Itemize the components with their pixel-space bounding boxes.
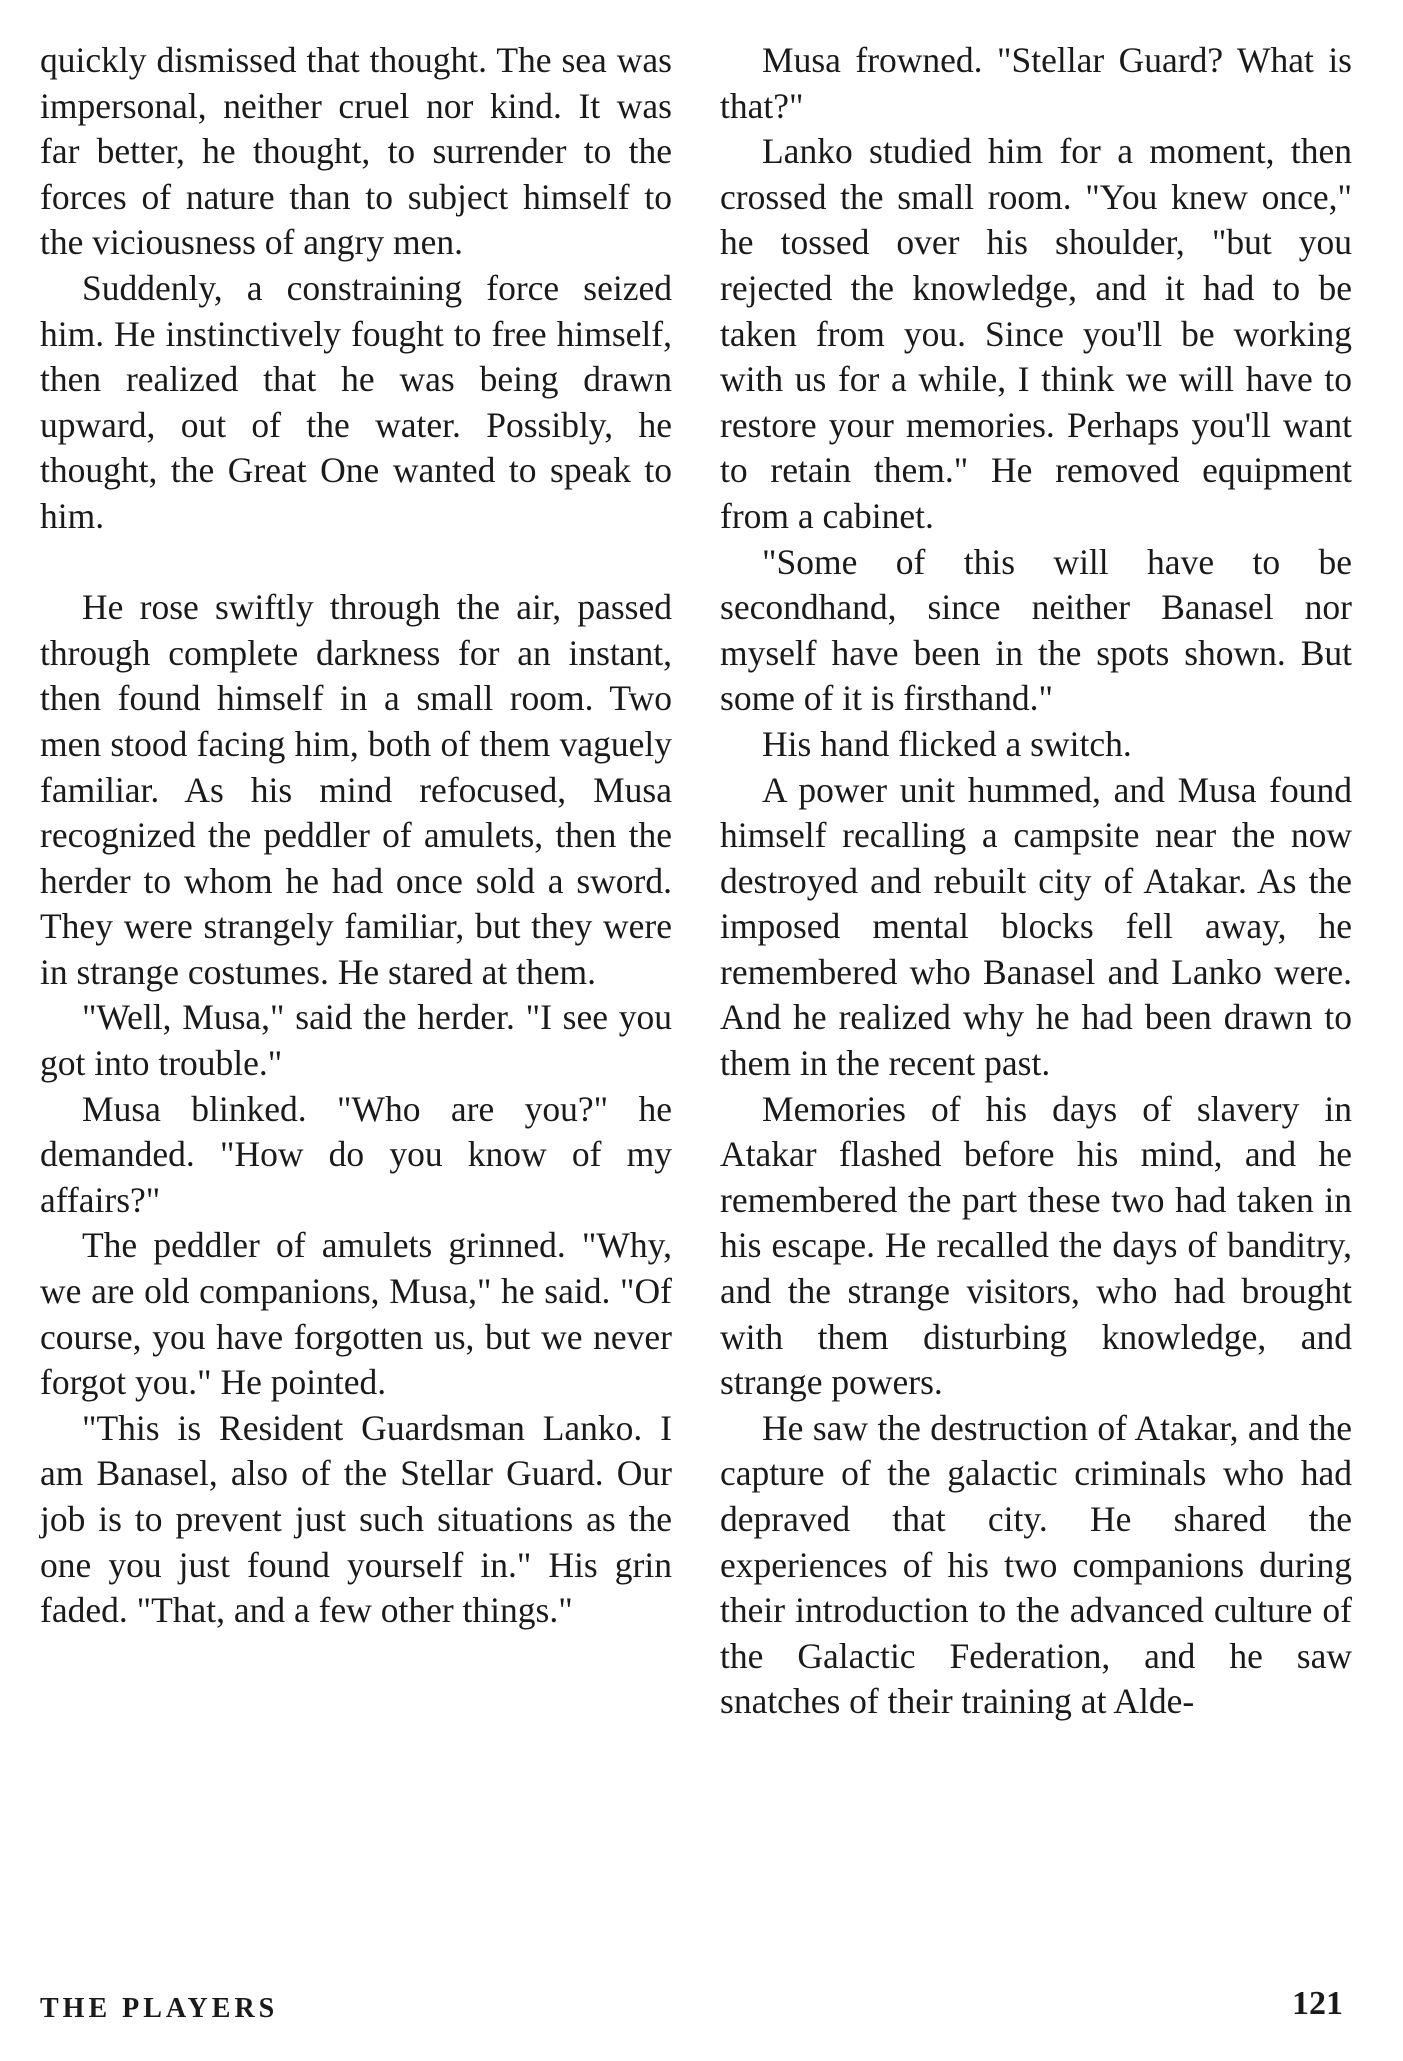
paragraph: His hand flicked a switch. [762,723,1132,764]
page-number: 121 [1292,1985,1343,2022]
paragraph: "This is Resident Guardsman Lanko. I am Banasel, also of the Stellar Guard. Our job is to prevent just such situations as the one you just found yourself in." His grin faded. "That, and a few other things." [40,1407,672,1631]
paragraph: Suddenly, a constraining force seized him. He instinctively fought to free himself, then realized that he was being drawn upward, out of the water. Possibly, he thought, the Great One wanted to speak to him. [40,267,672,536]
running-title: THE PLAYERS [40,1993,279,2024]
paragraph: He rose swiftly through the air, passed through complete darkness for an instant, then found himself in a small room. Two men stood facing him, both of them vaguely familiar. As his mind refocused, Musa recognized the peddler of amulets, then the herder to whom he had once sold a sword. They were strangely familiar, but they were in strange costumes. He stared at them. [40,587,672,992]
paragraph: A power unit hummed, and Musa found himself recalling a campsite near the now destroyed and rebuilt city of Atakar. As the imposed mental blocks fell away, he remembered who Banasel and Lanko were. And he realized why he had been drawn to them in the recent past. [720,769,1352,1084]
paragraph: Musa blinked. "Who are you?" he demanded. "How do you know of my affairs?" [40,1088,672,1220]
paragraph: Musa frowned. "Stellar Guard? What is that?" [720,40,1352,126]
paragraph: He saw the destruction of Atakar, and the capture of the galactic criminals who had depraved that city. He shared the experiences of his two companions during their introduction to the advanced culture of the Galactic Federation, and he saw snatches of their training at Alde- [720,1407,1352,1722]
paragraph: Memories of his days of slavery in Atakar flashed before his mind, and he remembered the part these two had taken in his escape. He recalled the days of banditry, and the strange visitors, who had brought with them disturbing knowledge, and strange powers. [720,1088,1352,1403]
paragraph: "Some of this will have to be secondhand, since neither Banasel nor myself have been in the spots shown. But some of it is firsthand." [720,541,1352,719]
paragraph: quickly dismissed that thought. The sea was impersonal, neither cruel nor kind. It was far better, he thought, to surrender to the forces of nature than to subject himself to the viciousness of angry men. [40,40,672,263]
right-column [720,38,1352,1725]
paragraph: "Well, Musa," said the herder. "I see you got into trouble." [40,997,672,1084]
paragraph: The peddler of amulets grinned. "Why, we are old companions, Musa," he said. "Of course, you have forgotten us, but we never forgot you." He pointed. [40,1225,672,1403]
paragraph: Lanko studied him for a moment, then crossed the small room. "You knew once," he tossed over his shoulder, "but you rejected the knowledge, and it had to be taken from you. Since you'll be working with us for a while, I think we will have to restore your memories. Perhaps you'll want to retain them." He removed equipment from a cabinet. [720,131,1352,536]
page-footer [40,1985,1343,2035]
left-column [40,38,672,1634]
